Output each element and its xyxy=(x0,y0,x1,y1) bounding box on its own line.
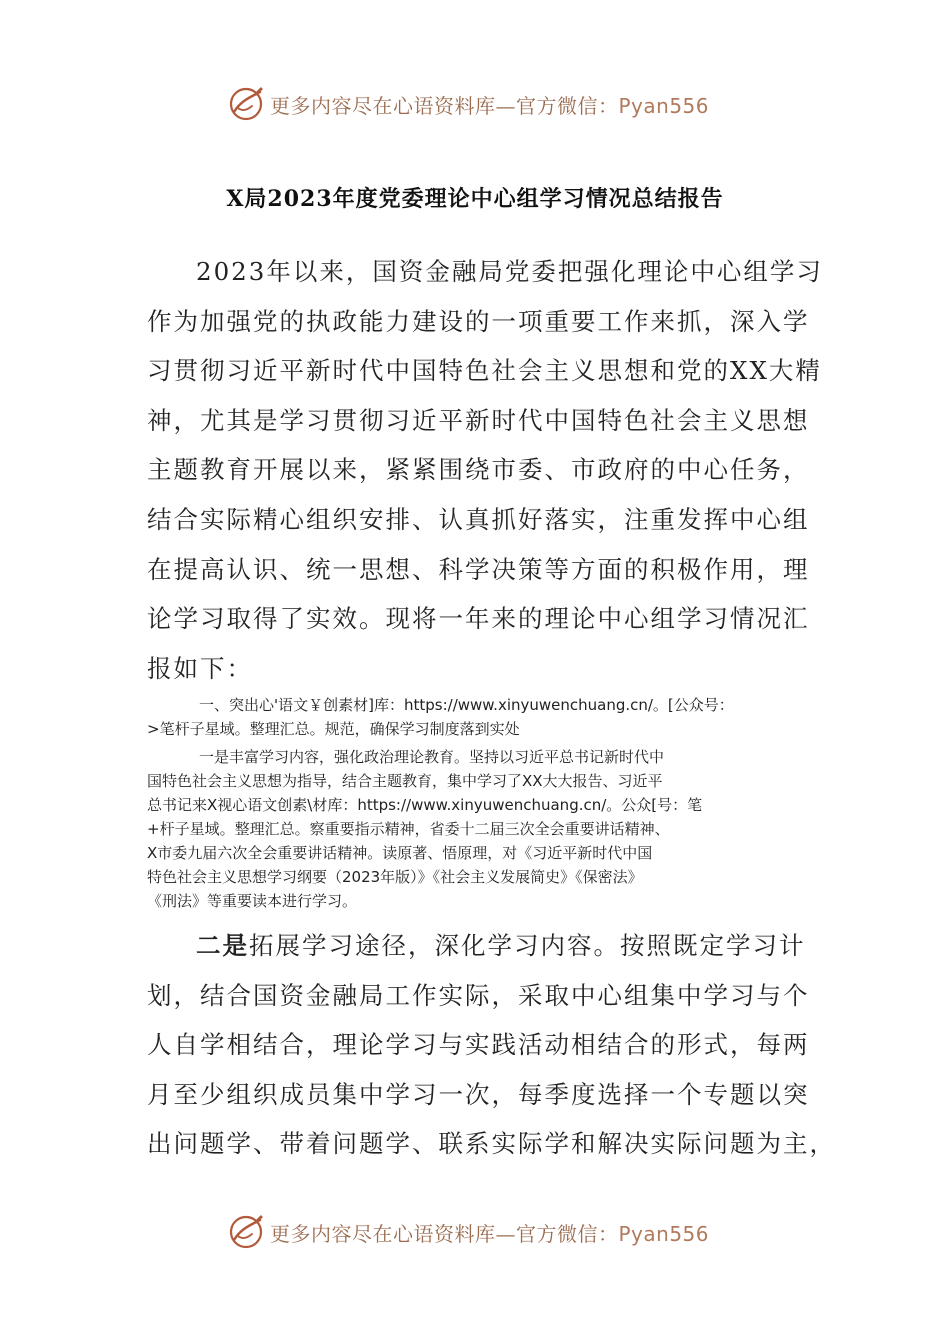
intro-line: 主题教育开展以来，紧紧围绕市委、市政府的中心任务， xyxy=(147,455,810,485)
point-2-line: 人自学相结合，理论学习与实践活动相结合的形式，每两 xyxy=(147,1030,810,1060)
intro-paragraph xyxy=(147,247,823,693)
intro-line: 作为加强党的执政能力建设的一项重要工作来抓，深入学 xyxy=(147,306,810,336)
point-line: 特色社会主义思想学习纲要（2023年版）》《社会主义发展简史》《保密法》 xyxy=(147,868,643,886)
pen-signature-logo-icon xyxy=(226,84,266,124)
section-line: >笔杆子星域。整理汇总。规范，确保学习制度落到实处 xyxy=(147,720,520,738)
intro-line: 习贯彻习近平新时代中国特色社会主义思想和党的XX大精 xyxy=(147,356,822,386)
intro-line: 论学习取得了实效。现将一年来的理论中心组学习情况汇 xyxy=(147,604,810,634)
point-1-paragraph xyxy=(147,745,817,913)
point-line: 一是丰富学习内容，强化政治理论教育。坚持以习近平总书记新时代中 xyxy=(199,748,665,766)
point-2-first-line: 二是拓展学习途径，深化学习内容。按照既定学习计 xyxy=(196,931,806,960)
watermark-banner-top xyxy=(226,84,786,124)
point-line: +杆子星域。整理汇总。察重要指示精神，省委十二届三次全会重要讲话精神、 xyxy=(147,820,670,838)
point-2-line: 划，结合国资金融局工作实际，采取中心组集中学习与个 xyxy=(147,980,810,1010)
intro-line: 结合实际精心组织安排、认真抓好落实，注重发挥中心组 xyxy=(147,504,810,534)
point-line: 《刑法》等重要读本进行学习。 xyxy=(147,892,358,910)
point-line: X市委九届六次全会重要讲话精神。读原著、悟原理，对《习近平新时代中国 xyxy=(147,844,653,862)
section-1-heading xyxy=(147,693,817,741)
intro-line: 在提高认识、统一思想、科学决策等方面的积极作用，理 xyxy=(147,554,810,584)
point-line: 国特色社会主义思想为指导，结合主题教育，集中学习了XX大大报告、习近平 xyxy=(147,772,663,790)
point-2-lead: 二是 xyxy=(196,931,249,960)
watermark-text: 更多内容尽在心语资料库—官方微信：Pyan556 xyxy=(270,93,710,118)
watermark-text: 更多内容尽在心语资料库—官方微信：Pyan556 xyxy=(270,1221,710,1246)
point-2-paragraph xyxy=(147,921,836,1169)
point-2-line: 月至少组织成员集中学习一次，每季度选择一个专题以突 xyxy=(147,1079,810,1109)
intro-line: 2023年以来，国资金融局党委把强化理论中心组学习 xyxy=(196,257,823,286)
intro-line: 神，尤其是学习贯彻习近平新时代中国特色社会主义思想 xyxy=(147,405,810,435)
section-line: 一、突出心'语文￥创素材]库：https://www.xinyuwenchuang.cn/。[公众号： xyxy=(199,696,734,714)
pen-signature-logo-icon xyxy=(226,1212,266,1252)
watermark-banner-bottom xyxy=(226,1212,786,1252)
point-line: 总书记来X视心语文创素\材库：https://www.xinyuwenchuang.cn/。公众[号：笔 xyxy=(147,796,703,814)
document-title: X局2023年度党委理论中心组学习情况总结报告 xyxy=(226,186,724,212)
intro-line: 报如下： xyxy=(147,653,253,683)
point-2-line: 出问题学、带着问题学、联系实际学和解决实际问题为主， xyxy=(147,1129,836,1159)
